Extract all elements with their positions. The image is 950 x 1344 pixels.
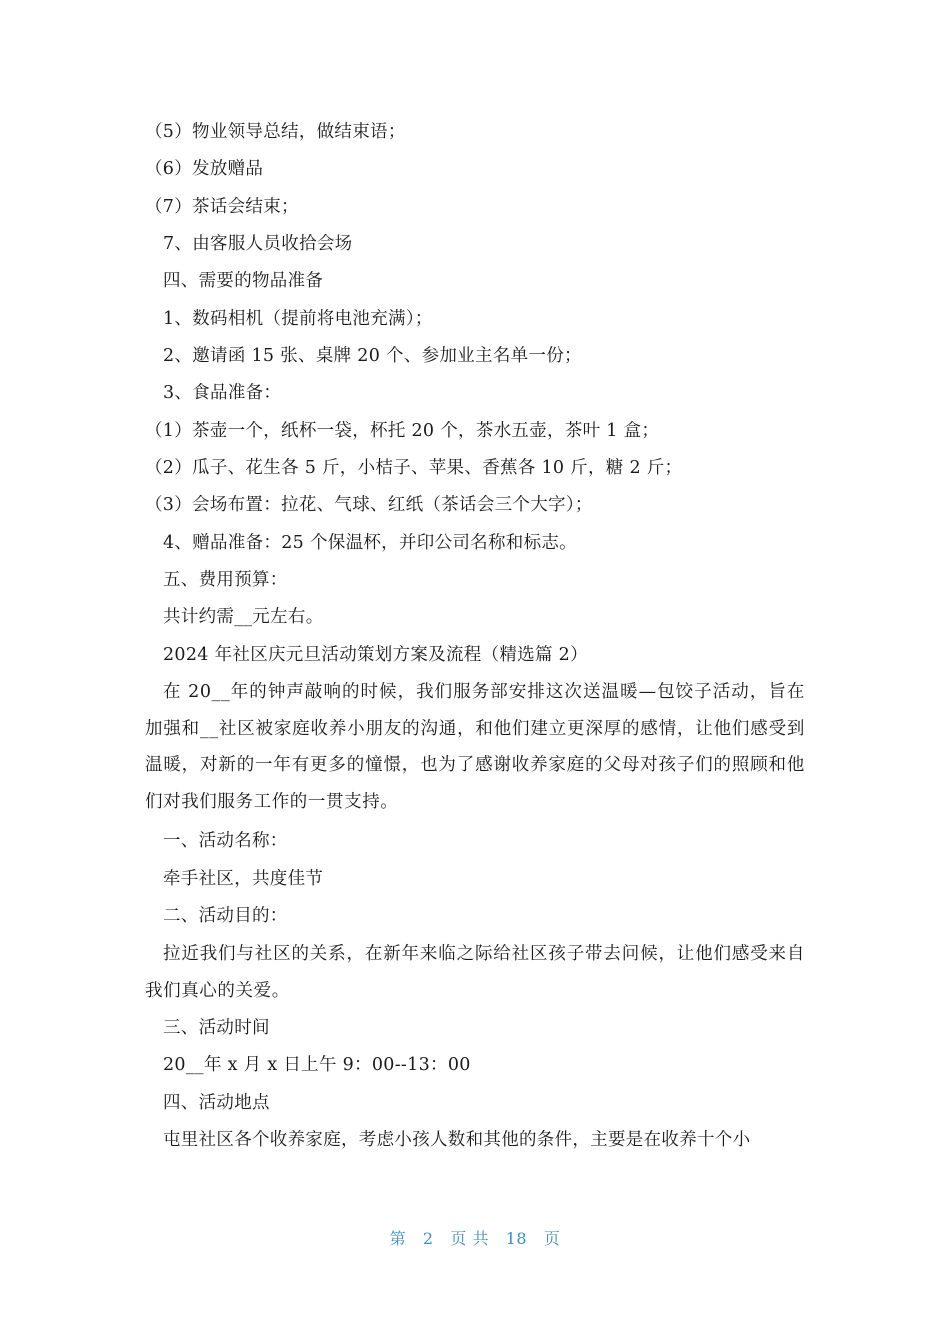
text-line: 7、由客服人员收拾会场 <box>163 234 353 254</box>
footer-middle: 页 共 <box>450 1229 489 1248</box>
text-line: 牵手社区，共度佳节 <box>163 869 324 889</box>
page-footer <box>0 1226 950 1249</box>
text-line: 共计约需__元左右。 <box>163 607 324 627</box>
paragraph: 拉近我们与社区的关系，在新年来临之际给社区孩子带去问候，让他们感受来自我们真心的关爱。 <box>145 944 805 1001</box>
section-heading: 二、活动目的： <box>163 906 288 926</box>
text-line: （5）物业领导总结，做结束语； <box>145 122 406 142</box>
section-heading: 四、活动地点 <box>163 1093 270 1113</box>
footer-page-number: 2 <box>422 1229 434 1248</box>
text-line: 屯里社区各个收养家庭，考虑小孩人数和其他的条件，主要是在收养十个小 <box>163 1130 751 1150</box>
text-line: 2、邀请函 15 张、桌牌 20 个、参加业主名单一份； <box>163 346 582 366</box>
text-line: （6）发放赠品 <box>145 159 264 179</box>
section-heading: 一、活动名称： <box>163 831 288 851</box>
document-title: 2024 年社区庆元旦活动策划方案及流程（精选篇 2） <box>163 645 588 665</box>
text-line: （2）瓜子、花生各 5 斤，小桔子、苹果、香蕉各 10 斤，糖 2 斤； <box>145 458 683 478</box>
footer-total-pages: 18 <box>505 1229 528 1248</box>
text-line: 20__年 x 月 x 日上午 9：00--13：00 <box>163 1055 471 1075</box>
text-line: （1）茶壶一个，纸杯一袋，杯托 20 个，茶水五壶，茶叶 1 盒； <box>145 421 660 441</box>
footer-prefix: 第 <box>389 1229 407 1248</box>
text-line: 4、赠品准备：25 个保温杯，并印公司名称和标志。 <box>163 533 577 553</box>
footer-suffix: 页 <box>543 1229 561 1248</box>
text-line: （3）会场布置：拉花、气球、红纸（茶话会三个大字）； <box>145 495 593 515</box>
paragraph: 在 20__年的钟声敲响的时候，我们服务部安排这次送温暖—包饺子活动，旨在加强和__社区被家庭收养小朋友的沟通，和他们建立更深厚的感情，让他们感受到温暖，对新的一年有更多的憧憬，也为了感谢收养家庭的父母对孩子们的照顾和他们对我们服务工作的一贯支持。 <box>145 682 805 812</box>
section-heading: 五、费用预算： <box>163 570 288 590</box>
text-line: （7）茶话会结束； <box>145 197 299 217</box>
section-heading: 三、活动时间 <box>163 1018 270 1038</box>
text-line: 1、数码相机（提前将电池充满）； <box>163 309 433 329</box>
section-heading: 四、需要的物品准备 <box>163 271 324 291</box>
text-line: 3、食品准备： <box>163 383 282 403</box>
